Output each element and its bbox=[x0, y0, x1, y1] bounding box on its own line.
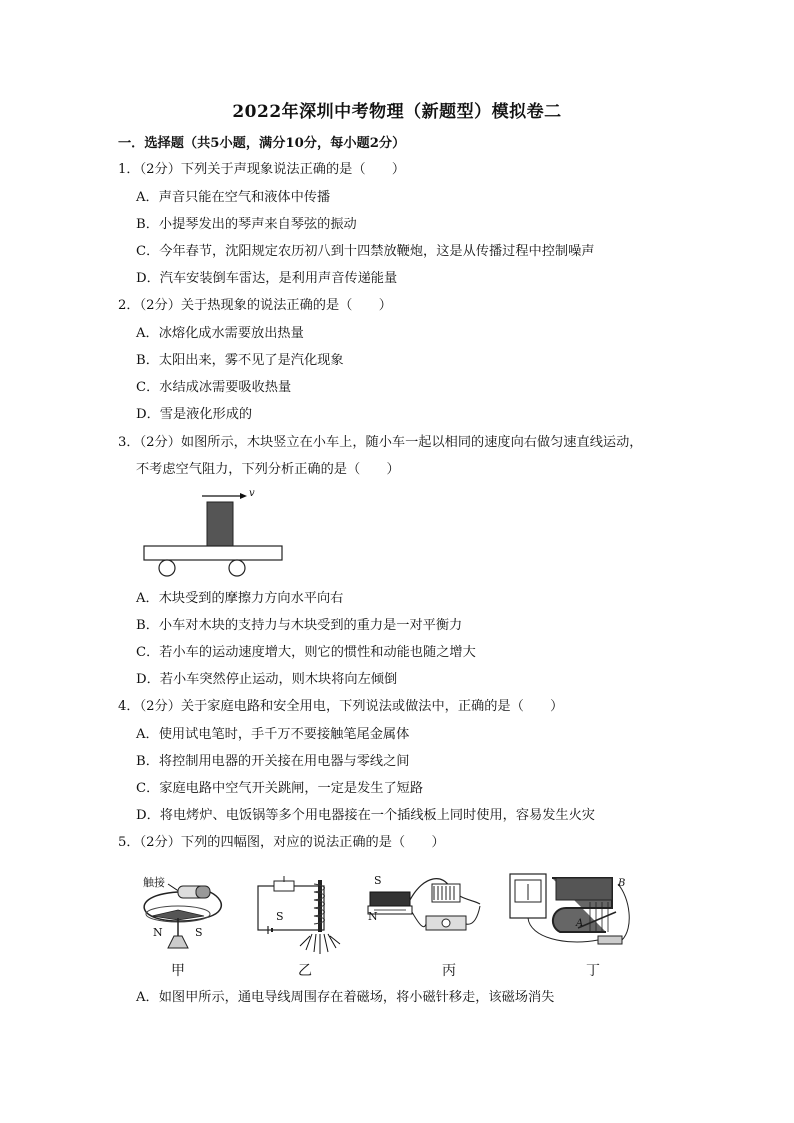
question-2-stem: 2．（2分）关于热现象的说法正确的是（ ） bbox=[118, 298, 392, 313]
question-3-option-c: C．若小车的运动速度增大，则它的惯性和动能也随之增大 bbox=[136, 645, 476, 660]
fig-yi-s: S bbox=[276, 910, 284, 923]
question-1-option-a: A．声音只能在空气和液体中传播 bbox=[136, 190, 331, 205]
battery-end bbox=[196, 886, 210, 898]
rheostat bbox=[274, 881, 294, 891]
question-4-option-c: C．家庭电路中空气开关跳闸，一定是发生了短路 bbox=[136, 781, 424, 796]
magnet-top bbox=[556, 878, 612, 900]
question-4-option-d: D．将电烤炉、电饭锅等多个用电器接在一个插线板上同时使用，容易发生火灾 bbox=[136, 808, 595, 823]
question-1-option-d: D．汽车安装倒车雷达，是利用声音传递能量 bbox=[136, 271, 398, 286]
cart-wheel-right bbox=[229, 560, 245, 576]
cart-wheel-left bbox=[159, 560, 175, 576]
question-2-option-c: C．水结成冰需要吸收热量 bbox=[136, 380, 292, 395]
question-2-option-a: A．冰熔化成水需要放出热量 bbox=[136, 326, 304, 341]
question-2-option-d: D．雪是液化形成的 bbox=[136, 407, 253, 422]
fig-jia-n: N bbox=[153, 926, 163, 939]
cart-body bbox=[144, 546, 282, 560]
velocity-label: v bbox=[249, 488, 255, 499]
stand-base bbox=[168, 936, 188, 948]
question-4-option-b: B．将控制用电器的开关接在用电器与零线之间 bbox=[136, 754, 410, 769]
question-3-stem-line-2: 不考虑空气阻力，下列分析正确的是（ ） bbox=[136, 462, 400, 477]
switch bbox=[598, 936, 622, 944]
fig-ding-b: B bbox=[618, 878, 626, 889]
question-3-option-d: D．若小车突然停止运动，则木块将向左倾倒 bbox=[136, 672, 398, 687]
figure-jia-oersted bbox=[138, 870, 228, 960]
question-1-stem: 1．（2分）下列关于声现象说法正确的是（ ） bbox=[118, 162, 406, 177]
question-4-option-a: A．使用试电笔时，手千万不要接触笔尾金属体 bbox=[136, 727, 410, 742]
iron-filings bbox=[300, 934, 340, 954]
question-3-option-a: A．木块受到的摩擦力方向水平向右 bbox=[136, 591, 344, 606]
question-1-option-c: C．今年春节，沈阳规定农历初八到十四禁放鞭炮，这是从传播过程中控制噪声 bbox=[136, 244, 595, 259]
fig-jia-s: S bbox=[195, 926, 203, 939]
caption-ding: 丁 bbox=[586, 963, 600, 979]
question-3-stem-line-1: 3．（2分）如图所示，木块竖立在小车上，随小车一起以相同的速度向右做匀速直线运动， bbox=[118, 435, 643, 450]
caption-yi: 乙 bbox=[298, 963, 312, 979]
dial bbox=[442, 919, 450, 927]
fig-jia-text: 触接 bbox=[143, 876, 165, 889]
fig-bing-s: S bbox=[374, 874, 382, 887]
question-3-option-b: B．小车对木块的支持力与木块受到的重力是一对平衡力 bbox=[136, 618, 463, 633]
question-4-stem: 4．（2分）关于家庭电路和安全用电，下列说法或做法中，正确的是（ ） bbox=[118, 699, 564, 714]
velocity-arrow-head bbox=[240, 493, 247, 499]
wooden-block bbox=[207, 502, 233, 546]
fig-bing-n: N bbox=[368, 910, 378, 923]
figure-yi-electromagnet bbox=[250, 870, 350, 960]
question-5-stem: 5．（2分）下列的四幅图，对应的说法正确的是（ ） bbox=[118, 835, 445, 850]
magnet-s bbox=[370, 892, 410, 906]
caption-jia: 甲 bbox=[171, 963, 185, 979]
question-5-option-a: A．如图甲所示，通电导线周围存在着磁场，将小磁针移走，该磁场消失 bbox=[136, 990, 555, 1005]
section-heading: 一．选择题（共5小题，满分10分，每小题2分） bbox=[118, 136, 406, 151]
question-1-option-b: B．小提琴发出的琴声来自琴弦的振动 bbox=[136, 217, 357, 232]
cart-block-figure bbox=[140, 488, 290, 578]
figure-bing-magnet-galvanometer bbox=[364, 870, 484, 960]
figure-ding-motor bbox=[506, 868, 636, 958]
question-2-option-b: B．太阳出来，雾不见了是汽化现象 bbox=[136, 353, 344, 368]
caption-bing: 丙 bbox=[442, 963, 456, 979]
fig-ding-a: A bbox=[576, 918, 584, 929]
page-title: 2022年深圳中考物理（新题型）模拟卷二 bbox=[232, 102, 562, 122]
